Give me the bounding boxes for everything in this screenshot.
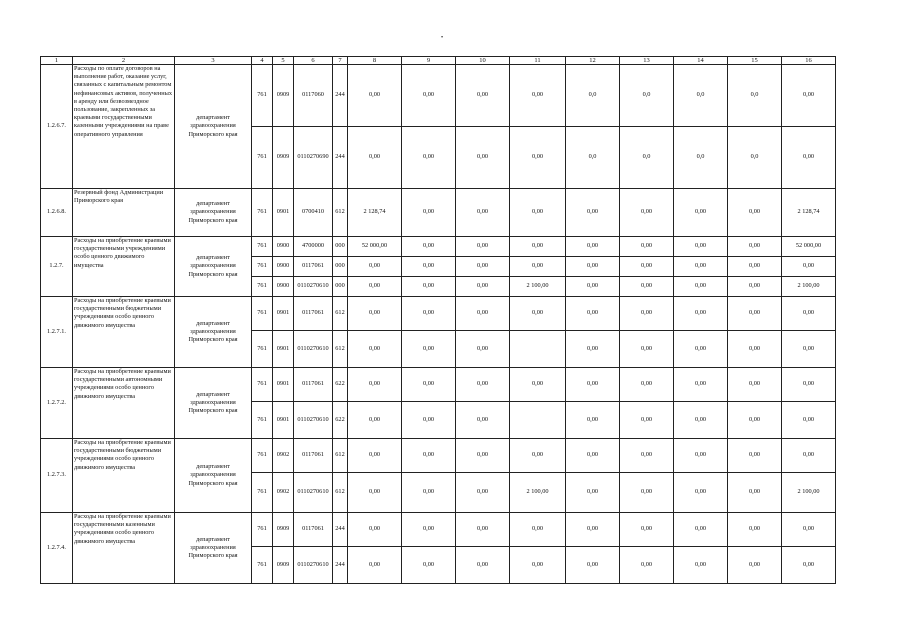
expense-name: Расходы на приобретение краевыми государственными бюджетными учреждениями особо ценного движимого имущества bbox=[73, 439, 175, 513]
column-header: 1 bbox=[41, 57, 73, 65]
amount-cell: 0,00 bbox=[620, 513, 674, 547]
amount-cell: 0,00 bbox=[728, 331, 782, 368]
amount-cell: 0,00 bbox=[728, 439, 782, 473]
amount-cell: 0,00 bbox=[456, 513, 510, 547]
amount-cell: 0,00 bbox=[510, 237, 566, 257]
code-c7: 612 bbox=[333, 297, 348, 331]
code-c5: 0902 bbox=[273, 473, 294, 513]
amount-cell: 0,00 bbox=[674, 368, 728, 402]
amount-cell: 2 100,00 bbox=[782, 277, 836, 297]
code-c4: 761 bbox=[252, 277, 273, 297]
amount-cell: 2 100,00 bbox=[782, 473, 836, 513]
row-code: 1.2.7. bbox=[41, 237, 73, 297]
amount-cell: 0,00 bbox=[348, 277, 402, 297]
amount-cell: 0,00 bbox=[674, 189, 728, 237]
table-row bbox=[41, 65, 836, 127]
amount-cell: 0,00 bbox=[348, 513, 402, 547]
amount-cell: 0,00 bbox=[348, 331, 402, 368]
code-c6: 0117060 bbox=[294, 65, 333, 127]
amount-cell: 0,00 bbox=[402, 439, 456, 473]
amount-cell: 0,00 bbox=[402, 189, 456, 237]
table-row bbox=[41, 513, 836, 547]
amount-cell: 0,00 bbox=[402, 331, 456, 368]
amount-cell: 0,00 bbox=[728, 277, 782, 297]
code-c5: 0901 bbox=[273, 331, 294, 368]
amount-cell: 0,00 bbox=[674, 277, 728, 297]
amount-cell: 0,00 bbox=[782, 439, 836, 473]
amount-cell: 0,00 bbox=[620, 237, 674, 257]
amount-cell: 0,00 bbox=[566, 237, 620, 257]
expense-name: Резервный фонд Администрации Приморского края bbox=[73, 189, 175, 237]
amount-cell: 2 128,74 bbox=[782, 189, 836, 237]
amount-cell: 0,00 bbox=[510, 189, 566, 237]
amount-cell: 0,00 bbox=[674, 513, 728, 547]
amount-cell: 0,00 bbox=[566, 331, 620, 368]
amount-cell: 0,00 bbox=[456, 297, 510, 331]
page-mark: • bbox=[441, 35, 444, 41]
amount-cell: 0,00 bbox=[348, 473, 402, 513]
table-row bbox=[41, 297, 836, 331]
amount-cell: 0,00 bbox=[348, 547, 402, 584]
code-c5: 0909 bbox=[273, 547, 294, 584]
code-c6: 0117061 bbox=[294, 439, 333, 473]
amount-cell: 2 128,74 bbox=[348, 189, 402, 237]
department-name: департамент здравоохранения Приморского края bbox=[175, 189, 252, 237]
amount-cell: 0,00 bbox=[674, 331, 728, 368]
code-c6: 0110270610 bbox=[294, 277, 333, 297]
code-c5: 0900 bbox=[273, 277, 294, 297]
amount-cell bbox=[510, 331, 566, 368]
amount-cell: 0,00 bbox=[620, 277, 674, 297]
amount-cell: 0,00 bbox=[402, 257, 456, 277]
amount-cell: 0,00 bbox=[674, 402, 728, 439]
code-c6: 0117061 bbox=[294, 257, 333, 277]
amount-cell: 0,0 bbox=[566, 127, 620, 189]
amount-cell: 0,00 bbox=[674, 439, 728, 473]
amount-cell: 0,00 bbox=[674, 257, 728, 277]
amount-cell: 0,0 bbox=[620, 65, 674, 127]
code-c4: 761 bbox=[252, 368, 273, 402]
amount-cell: 0,00 bbox=[782, 257, 836, 277]
amount-cell: 0,0 bbox=[566, 65, 620, 127]
code-c6: 0110270690 bbox=[294, 127, 333, 189]
amount-cell: 0,00 bbox=[402, 127, 456, 189]
code-c5: 0909 bbox=[273, 513, 294, 547]
code-c7: 622 bbox=[333, 368, 348, 402]
code-c4: 761 bbox=[252, 513, 273, 547]
code-c4: 761 bbox=[252, 439, 273, 473]
column-header: 14 bbox=[674, 57, 728, 65]
amount-cell: 52 000,00 bbox=[348, 237, 402, 257]
amount-cell: 0,00 bbox=[456, 189, 510, 237]
code-c5: 0909 bbox=[273, 127, 294, 189]
code-c4: 761 bbox=[252, 402, 273, 439]
amount-cell: 0,00 bbox=[456, 439, 510, 473]
amount-cell: 0,00 bbox=[348, 439, 402, 473]
amount-cell: 0,00 bbox=[674, 473, 728, 513]
row-code: 1.2.6.7. bbox=[41, 65, 73, 189]
amount-cell: 0,00 bbox=[510, 368, 566, 402]
amount-cell: 0,00 bbox=[456, 127, 510, 189]
code-c7: 612 bbox=[333, 439, 348, 473]
code-c7: 612 bbox=[333, 189, 348, 237]
code-c4: 761 bbox=[252, 297, 273, 331]
code-c6: 4700000 bbox=[294, 237, 333, 257]
code-c4: 761 bbox=[252, 547, 273, 584]
amount-cell: 0,00 bbox=[728, 368, 782, 402]
amount-cell: 0,00 bbox=[566, 473, 620, 513]
amount-cell: 0,00 bbox=[782, 297, 836, 331]
code-c4: 761 bbox=[252, 331, 273, 368]
amount-cell: 2 100,00 bbox=[510, 473, 566, 513]
department-name: департамент здравоохранения Приморского края bbox=[175, 65, 252, 189]
expense-name: Расходы по оплате договоров на выполнение работ, оказание услуг, связанных с капитальным ремонтом нефинансовых активов, полученных в аренду или безвозмездное пользование, закрепленных за краевыми государственными казенными учреждениями на праве оперативного управления bbox=[73, 65, 175, 189]
department-name: департамент здравоохранения Приморского края bbox=[175, 368, 252, 439]
column-header: 9 bbox=[402, 57, 456, 65]
amount-cell: 0,00 bbox=[566, 547, 620, 584]
amount-cell: 0,00 bbox=[782, 547, 836, 584]
amount-cell: 0,0 bbox=[728, 65, 782, 127]
code-c7: 612 bbox=[333, 331, 348, 368]
amount-cell: 0,00 bbox=[782, 127, 836, 189]
amount-cell: 0,00 bbox=[402, 65, 456, 127]
budget-table bbox=[40, 56, 836, 584]
code-c7: 244 bbox=[333, 127, 348, 189]
amount-cell: 0,00 bbox=[674, 297, 728, 331]
amount-cell: 0,00 bbox=[510, 65, 566, 127]
amount-cell: 0,00 bbox=[456, 368, 510, 402]
column-header: 4 bbox=[252, 57, 273, 65]
column-header: 15 bbox=[728, 57, 782, 65]
amount-cell: 0,00 bbox=[620, 368, 674, 402]
code-c5: 0902 bbox=[273, 439, 294, 473]
amount-cell: 0,00 bbox=[620, 402, 674, 439]
amount-cell: 0,00 bbox=[348, 402, 402, 439]
amount-cell: 0,00 bbox=[728, 473, 782, 513]
amount-cell: 0,00 bbox=[566, 368, 620, 402]
amount-cell: 0,00 bbox=[348, 65, 402, 127]
department-name: департамент здравоохранения Приморского края bbox=[175, 297, 252, 368]
amount-cell: 0,00 bbox=[566, 257, 620, 277]
code-c6: 0700410 bbox=[294, 189, 333, 237]
column-header: 3 bbox=[175, 57, 252, 65]
code-c5: 0900 bbox=[273, 257, 294, 277]
amount-cell: 0,00 bbox=[728, 547, 782, 584]
amount-cell: 0,00 bbox=[456, 402, 510, 439]
amount-cell: 0,00 bbox=[620, 473, 674, 513]
amount-cell: 0,00 bbox=[674, 237, 728, 257]
column-header: 11 bbox=[510, 57, 566, 65]
code-c7: 244 bbox=[333, 65, 348, 127]
code-c6: 0110270610 bbox=[294, 402, 333, 439]
code-c5: 0901 bbox=[273, 297, 294, 331]
amount-cell: 0,00 bbox=[620, 189, 674, 237]
amount-cell: 0,00 bbox=[402, 402, 456, 439]
amount-cell: 0,00 bbox=[782, 513, 836, 547]
amount-cell: 0,00 bbox=[510, 257, 566, 277]
amount-cell: 0,0 bbox=[728, 127, 782, 189]
code-c7: 000 bbox=[333, 277, 348, 297]
amount-cell: 0,00 bbox=[456, 277, 510, 297]
amount-cell: 0,00 bbox=[510, 439, 566, 473]
amount-cell: 0,00 bbox=[510, 297, 566, 331]
header-row bbox=[41, 57, 836, 65]
column-header: 13 bbox=[620, 57, 674, 65]
column-header: 6 bbox=[294, 57, 333, 65]
amount-cell: 0,00 bbox=[348, 368, 402, 402]
amount-cell: 0,00 bbox=[456, 237, 510, 257]
amount-cell: 0,00 bbox=[782, 368, 836, 402]
code-c7: 622 bbox=[333, 402, 348, 439]
amount-cell: 0,00 bbox=[566, 297, 620, 331]
amount-cell: 0,00 bbox=[402, 368, 456, 402]
code-c6: 0117061 bbox=[294, 368, 333, 402]
amount-cell: 0,00 bbox=[566, 513, 620, 547]
amount-cell: 2 100,00 bbox=[510, 277, 566, 297]
amount-cell: 0,0 bbox=[674, 127, 728, 189]
code-c7: 244 bbox=[333, 513, 348, 547]
column-header: 8 bbox=[348, 57, 402, 65]
amount-cell: 0,00 bbox=[510, 547, 566, 584]
code-c4: 761 bbox=[252, 65, 273, 127]
code-c4: 761 bbox=[252, 127, 273, 189]
amount-cell: 0,00 bbox=[456, 257, 510, 277]
amount-cell: 0,00 bbox=[620, 331, 674, 368]
row-code: 1.2.6.8. bbox=[41, 189, 73, 237]
amount-cell: 0,00 bbox=[728, 513, 782, 547]
amount-cell: 0,00 bbox=[728, 257, 782, 277]
amount-cell: 0,00 bbox=[402, 513, 456, 547]
amount-cell: 0,00 bbox=[620, 547, 674, 584]
expense-name: Расходы на приобретение краевыми государственными учреждениями особо ценного движимого имущества bbox=[73, 237, 175, 297]
amount-cell: 0,00 bbox=[348, 297, 402, 331]
amount-cell: 0,00 bbox=[566, 439, 620, 473]
amount-cell: 0,00 bbox=[566, 189, 620, 237]
expense-name: Расходы на приобретение краевыми государственными казенными учреждениями особо ценного движимого имущества bbox=[73, 513, 175, 584]
amount-cell: 0,00 bbox=[456, 547, 510, 584]
code-c4: 761 bbox=[252, 189, 273, 237]
column-header: 2 bbox=[73, 57, 175, 65]
amount-cell: 0,00 bbox=[728, 237, 782, 257]
amount-cell: 0,00 bbox=[402, 237, 456, 257]
amount-cell: 0,00 bbox=[456, 473, 510, 513]
amount-cell: 0,00 bbox=[510, 127, 566, 189]
amount-cell: 0,00 bbox=[348, 127, 402, 189]
department-name: департамент здравоохранения Приморского края bbox=[175, 513, 252, 584]
row-code: 1.2.7.4. bbox=[41, 513, 73, 584]
amount-cell: 0,00 bbox=[728, 297, 782, 331]
code-c5: 0901 bbox=[273, 402, 294, 439]
code-c7: 000 bbox=[333, 237, 348, 257]
amount-cell: 0,00 bbox=[782, 402, 836, 439]
column-header: 12 bbox=[566, 57, 620, 65]
row-code: 1.2.7.1. bbox=[41, 297, 73, 368]
column-header: 5 bbox=[273, 57, 294, 65]
amount-cell: 0,0 bbox=[620, 127, 674, 189]
amount-cell: 0,00 bbox=[566, 402, 620, 439]
department-name: департамент здравоохранения Приморского края bbox=[175, 237, 252, 297]
amount-cell bbox=[510, 402, 566, 439]
expense-name: Расходы на приобретение краевыми государственными бюджетными учреждениями особо ценного движимого имущества bbox=[73, 297, 175, 368]
column-header: 7 bbox=[333, 57, 348, 65]
amount-cell: 0,00 bbox=[674, 547, 728, 584]
code-c6: 0110270610 bbox=[294, 547, 333, 584]
amount-cell: 0,00 bbox=[402, 547, 456, 584]
code-c6: 0117061 bbox=[294, 513, 333, 547]
row-code: 1.2.7.2. bbox=[41, 368, 73, 439]
amount-cell: 52 000,00 bbox=[782, 237, 836, 257]
expense-name: Расходы на приобретение краевыми государственными автономными учреждениями особо ценного движимого имущества bbox=[73, 368, 175, 439]
amount-cell: 0,00 bbox=[782, 65, 836, 127]
amount-cell: 0,00 bbox=[402, 277, 456, 297]
amount-cell: 0,00 bbox=[402, 297, 456, 331]
code-c4: 761 bbox=[252, 473, 273, 513]
amount-cell: 0,00 bbox=[728, 402, 782, 439]
table-row bbox=[41, 237, 836, 257]
code-c5: 0909 bbox=[273, 65, 294, 127]
row-code: 1.2.7.3. bbox=[41, 439, 73, 513]
amount-cell: 0,00 bbox=[620, 257, 674, 277]
code-c4: 761 bbox=[252, 257, 273, 277]
code-c7: 000 bbox=[333, 257, 348, 277]
amount-cell: 0,00 bbox=[728, 189, 782, 237]
amount-cell: 0,00 bbox=[456, 331, 510, 368]
code-c6: 0117061 bbox=[294, 297, 333, 331]
code-c7: 244 bbox=[333, 547, 348, 584]
department-name: департамент здравоохранения Приморского края bbox=[175, 439, 252, 513]
amount-cell: 0,00 bbox=[566, 277, 620, 297]
amount-cell: 0,00 bbox=[782, 331, 836, 368]
column-header: 10 bbox=[456, 57, 510, 65]
amount-cell: 0,00 bbox=[402, 473, 456, 513]
amount-cell: 0,00 bbox=[456, 65, 510, 127]
code-c5: 0900 bbox=[273, 237, 294, 257]
amount-cell: 0,00 bbox=[510, 513, 566, 547]
code-c5: 0901 bbox=[273, 189, 294, 237]
code-c4: 761 bbox=[252, 237, 273, 257]
code-c5: 0901 bbox=[273, 368, 294, 402]
table-row bbox=[41, 368, 836, 402]
code-c6: 0110270610 bbox=[294, 473, 333, 513]
amount-cell: 0,0 bbox=[674, 65, 728, 127]
table-row bbox=[41, 189, 836, 237]
column-header: 16 bbox=[782, 57, 836, 65]
code-c6: 0110270610 bbox=[294, 331, 333, 368]
amount-cell: 0,00 bbox=[620, 439, 674, 473]
table-row bbox=[41, 439, 836, 473]
amount-cell: 0,00 bbox=[348, 257, 402, 277]
code-c7: 612 bbox=[333, 473, 348, 513]
amount-cell: 0,00 bbox=[620, 297, 674, 331]
